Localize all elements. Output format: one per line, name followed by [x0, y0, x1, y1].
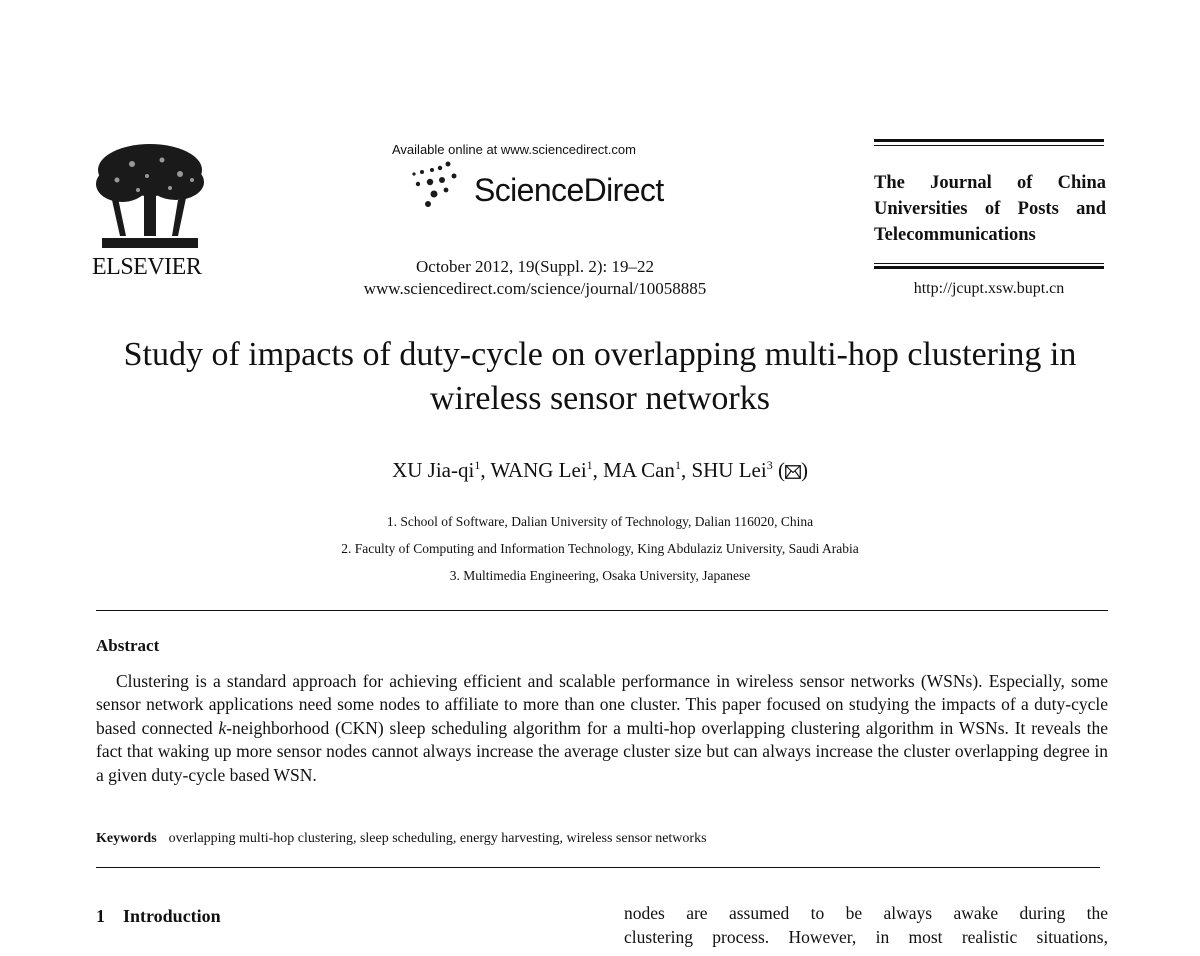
divider-above-abstract — [96, 610, 1108, 611]
author-name: MA Can — [603, 458, 675, 482]
author-affiliation-marker: 1 — [474, 458, 481, 472]
right-column-line-1: nodes are assumed to be always awake during the — [624, 903, 1108, 923]
elsevier-tree-logo — [92, 140, 208, 252]
paper-title: Study of impacts of duty-cycle on overlapping multi-hop clustering in wireless sensor networks — [123, 336, 1077, 417]
sciencedirect-dots-icon — [408, 160, 468, 208]
section-heading-introduction — [96, 904, 221, 928]
keywords-line — [96, 829, 1108, 849]
abstract-heading: Abstract — [96, 636, 160, 655]
corresponding-author-mail-icon — [785, 465, 801, 479]
section-number: 1 — [96, 906, 105, 926]
abstract-body: Clustering is a standard approach for achieving efficient and scalable performance in wireless sensor networks (WSNs). Especially, some sensor network applications need some nodes to affiliate to more than one cluster. This paper focused on studying the impacts of a duty-cycle based connected k-neighborhood (CKN) sleep scheduling algorithm for a multi-hop overlapping clustering algorithm in WSNs. It reveals the fact that waking up more sensor nodes cannot always increase the average cluster size but can always increase the cluster overlapping degree in a given duty-cycle based WSN. — [96, 671, 1108, 785]
elsevier-wordmark: ELSEVIER — [92, 254, 202, 280]
journal-name: The Journal of China Universities of Posts and Telecommunications — [874, 173, 1106, 245]
right-column-text — [624, 902, 1108, 949]
author-name: XU Jia-qi — [392, 458, 475, 482]
publication-date: October 2012, 19(Suppl. 2): 19–22 — [416, 257, 654, 276]
journal-url-sciencedirect[interactable]: www.sciencedirect.com/science/journal/10058885 — [363, 279, 707, 298]
affiliation-3: 3. Multimedia Engineering, Osaka University, Japanese — [449, 568, 751, 583]
keywords-text: overlapping multi-hop clustering, sleep scheduling, energy harvesting, wireless sensor networks — [168, 831, 707, 846]
author-name: WANG Lei — [490, 458, 587, 482]
author-affiliation-marker: 1 — [586, 458, 593, 472]
journal-rule-bottom-thick — [874, 266, 1104, 269]
author-affiliation-marker: 3 — [766, 458, 773, 472]
author-name: SHU Lei — [691, 458, 767, 482]
author-affiliation-marker: 1 — [674, 458, 681, 472]
divider-below-keywords — [96, 867, 1100, 868]
journal-rule-bottom-thin — [874, 263, 1104, 264]
author-list: XU Jia-$qi^1$, WANG Lei$^1$, MA Can$^1$, SHU Lei$^3$ ( ) — [392, 458, 808, 482]
affiliation-2: 2. Faculty of Computing and Information Technology, King Abdulaziz University, Saudi Arabia — [341, 541, 859, 556]
journal-url[interactable]: http://jcupt.xsw.bupt.cn — [913, 280, 1065, 297]
journal-rule-top-thick — [874, 139, 1104, 142]
affiliation-1: 1. School of Software, Dalian University of Technology, Dalian 116020, China — [386, 514, 814, 529]
keywords-label: Keywords — [96, 831, 157, 846]
journal-rule-top-thin — [874, 145, 1104, 146]
section-title: Introduction — [123, 906, 221, 926]
available-online-notice: Available online at www.sciencedirect.com — [392, 142, 636, 157]
sciencedirect-wordmark: ScienceDirect — [474, 172, 664, 208]
right-column-line-2: clustering process. However, in most realistic situations, — [624, 926, 1108, 947]
